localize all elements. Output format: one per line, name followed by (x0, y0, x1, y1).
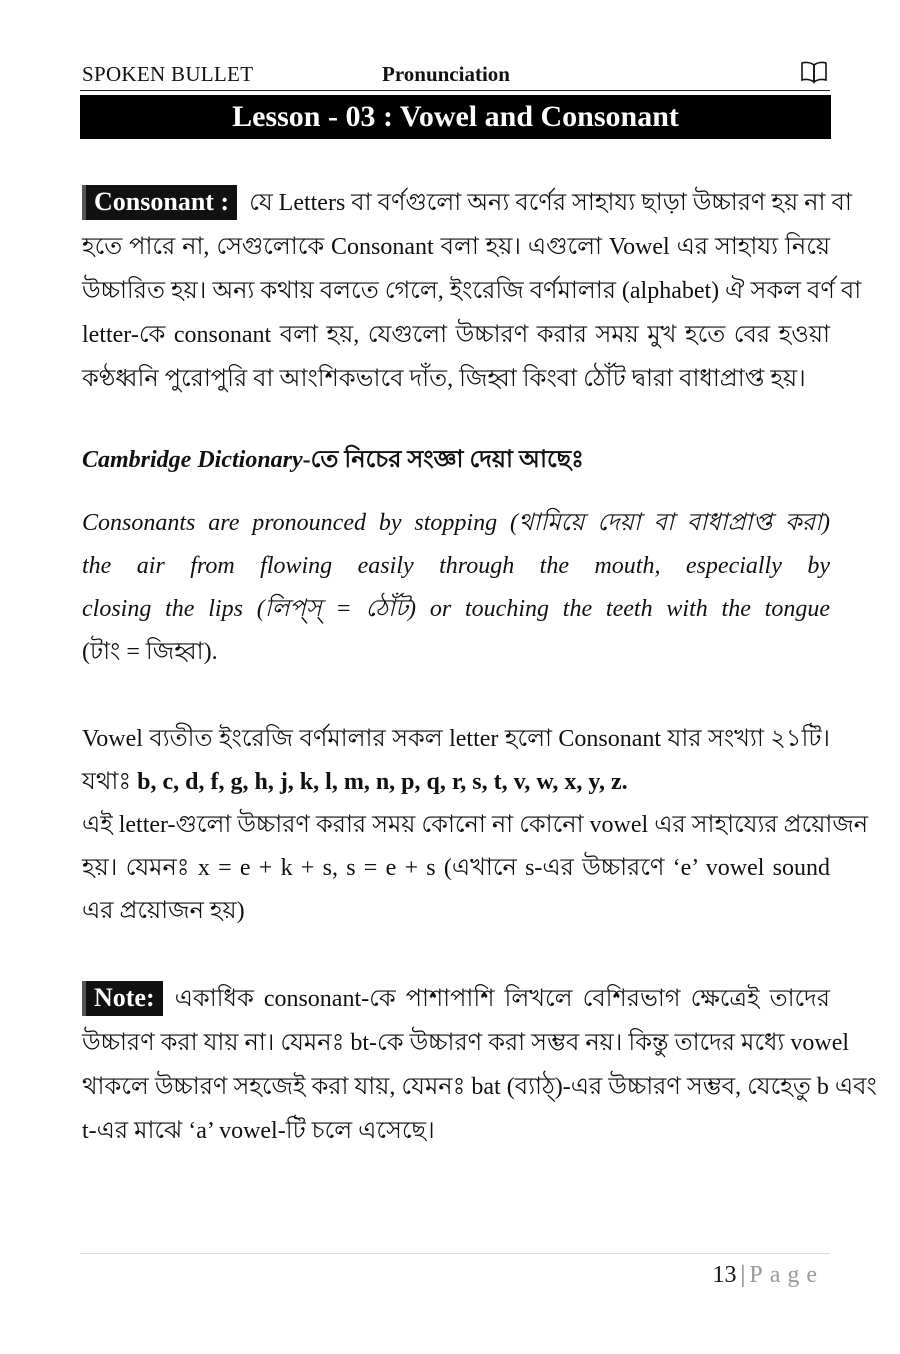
consonant-line-3: উচ্চারিত হয়। অন্য কথায় বলতে গেলে, ইংরেজি বর্ণমালার (alphabet) ঐ সকল বর্ণ বা (82, 278, 862, 304)
vowel-line-1: Vowel ব্যতীত ইংরেজি বর্ণমালার সকল letter হলো Consonant যার সংখ্যা ২১টি। (82, 726, 830, 752)
cambridge-line-2: the air from flowing easily through the mouth, especially by (82, 553, 830, 579)
note-tag: Note: (82, 981, 163, 1016)
lesson-banner: Lesson - 03 : Vowel and Consonant (80, 95, 831, 139)
vowel-line-2: যথাঃ b, c, d, f, g, h, j, k, l, m, n, p, q, r, s, t, v, w, x, y, z. (82, 769, 628, 795)
open-book-icon (800, 60, 828, 84)
footer-separator: | (740, 1262, 746, 1288)
page-number: 13 (712, 1262, 737, 1288)
note-line-3: থাকলে উচ্চারণ সহজেই করা যায়, যেমনঃ bat (ব্যাঠ্)-এর উচ্চারণ সম্ভব, যেহেতু b এবং (82, 1074, 877, 1100)
consonant-line-5: কণ্ঠধ্বনি পুরোপুরি বা আংশিকভাবে দাঁত, জিহ্বা কিংবা ঠোঁট দ্বারা বাধাপ্রাপ্ত হয়। (82, 366, 806, 392)
cambridge-heading-rest: -তে নিচের সংজ্ঞা দেয়া আছেঃ (302, 447, 584, 473)
cambridge-line-3: closing the lips (লিপ্স্ = ঠোঁট) or touching the teeth with the tongue (82, 596, 830, 622)
page-footer (713, 1262, 824, 1289)
note-section (82, 976, 877, 1153)
page-header (80, 56, 830, 91)
note-line-2: উচ্চারণ করা যায় না। যেমনঃ bt-কে উচ্চারণ করা সম্ভব নয়। কিন্তু তাদের মধ্যে vowel (82, 1030, 850, 1056)
footer-divider (80, 1253, 830, 1254)
consonant-tag: Consonant : (82, 185, 237, 220)
section-title: Pronunciation (382, 62, 510, 86)
cambridge-definition (82, 502, 830, 674)
cambridge-line-4: (টাং = জিহ্বা). (82, 639, 218, 665)
book-title: SPOKEN BULLET (82, 62, 254, 86)
vowel-line-4: হয়। যেমনঃ x = e + k + s, s = e + s (এখানে s-এর উচ্চারণে ‘e’ vowel sound (82, 855, 830, 881)
consonant-letter-list: b, c, d, f, g, h, j, k, l, m, n, p, q, r, s, t, v, w, x, y, z. (137, 769, 628, 795)
cambridge-line-1: Consonants are pronounced by stopping (থামিয়ে দেয়া বা বাধাপ্রাপ্ত করা) (82, 510, 830, 536)
vowel-line-3: এই letter-গুলো উচ্চারণ করার সময় কোনো না কোনো vowel এর সাহায্যের প্রয়োজন (82, 812, 869, 838)
note-line-1: Note: একাধিক consonant-কে পাশাপাশি লিখলে বেশিরভাগ ক্ষেত্রেই তাদের (82, 976, 830, 1021)
cambridge-heading-title: Cambridge Dictionary (82, 447, 303, 473)
consonant-definition (82, 180, 862, 401)
note-line-4: t-এর মাঝে ‘a’ vowel-টি চলে এসেছে। (82, 1118, 435, 1144)
vowel-line-5: এর প্রয়োজন হয়) (82, 898, 245, 924)
vowel-section (82, 718, 869, 933)
cambridge-heading (82, 444, 830, 476)
consonant-line-4: letter-কে consonant বলা হয়, যেগুলো উচ্চারণ করার সময় মুখ হতে বের হওয়া (82, 322, 830, 348)
consonant-line-2: হতে পারে না, সেগুলোকে Consonant বলা হয়। এগুলো Vowel এর সাহায্য নিয়ে (82, 234, 830, 260)
page-label: Page (749, 1262, 824, 1288)
consonant-line-1: Consonant : যে Letters বা বর্ণগুলো অন্য বর্ণের সাহায্য ছাড়া উচ্চারণ হয় না বা (82, 180, 830, 225)
